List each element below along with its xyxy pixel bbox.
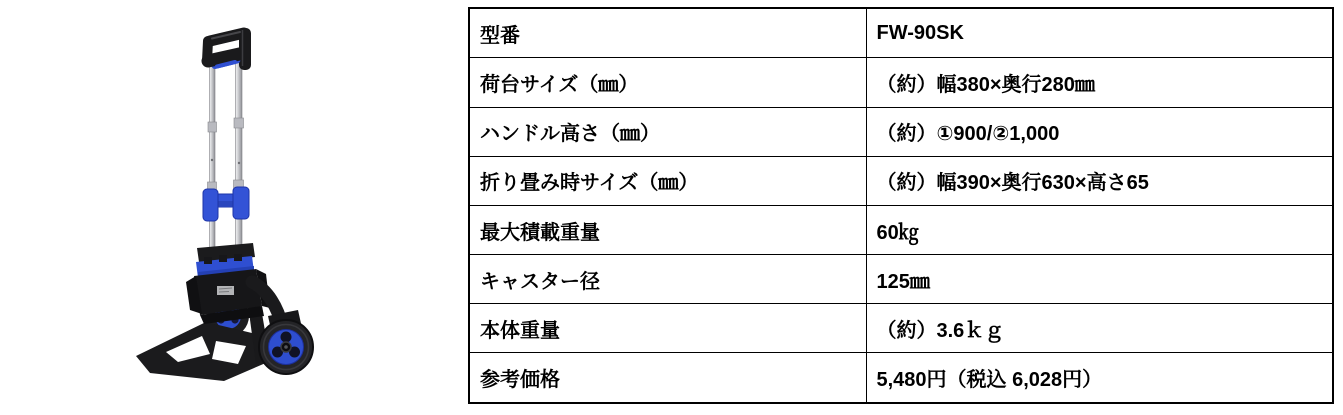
handle-icon	[207, 28, 251, 70]
spec-value-cell: 5,480円（税込 6,028円）	[866, 353, 1333, 403]
spec-value-cell: （約）幅390×奥行630×高さ65	[866, 156, 1333, 205]
spec-label-cell: 本体重量	[469, 304, 866, 353]
spec-value-cell: （約）幅380×奥行280㎜	[866, 58, 1333, 107]
table-row	[469, 107, 1333, 156]
spec-value-cell: （約）3.6ｋｇ	[866, 304, 1333, 353]
spec-label-cell: 荷台サイズ（㎜）	[469, 58, 866, 107]
spec-label-cell: ハンドル高さ（㎜）	[469, 107, 866, 156]
table-row	[469, 353, 1333, 403]
table-row	[469, 304, 1333, 353]
spec-label-cell: 折り畳み時サイズ（㎜）	[469, 156, 866, 205]
crossbar-icon	[203, 187, 249, 221]
table-row	[469, 156, 1333, 205]
spec-label-cell: キャスター径	[469, 255, 866, 304]
spec-value-cell: 60㎏	[866, 205, 1333, 254]
spec-label-cell: 型番	[469, 8, 866, 58]
spec-label-cell: 参考価格	[469, 353, 866, 403]
product-image	[100, 10, 390, 405]
front-wheel-icon	[259, 320, 313, 374]
table-row	[469, 58, 1333, 107]
table-row	[469, 255, 1333, 304]
table-row	[469, 8, 1333, 58]
spec-value-cell: FW-90SK	[866, 8, 1333, 58]
spec-label-cell: 最大積載重量	[469, 205, 866, 254]
spec-value-cell: 125㎜	[866, 255, 1333, 304]
table-row	[469, 205, 1333, 254]
spec-value-cell: （約）①900/②1,000	[866, 107, 1333, 156]
spec-table	[468, 7, 1334, 404]
